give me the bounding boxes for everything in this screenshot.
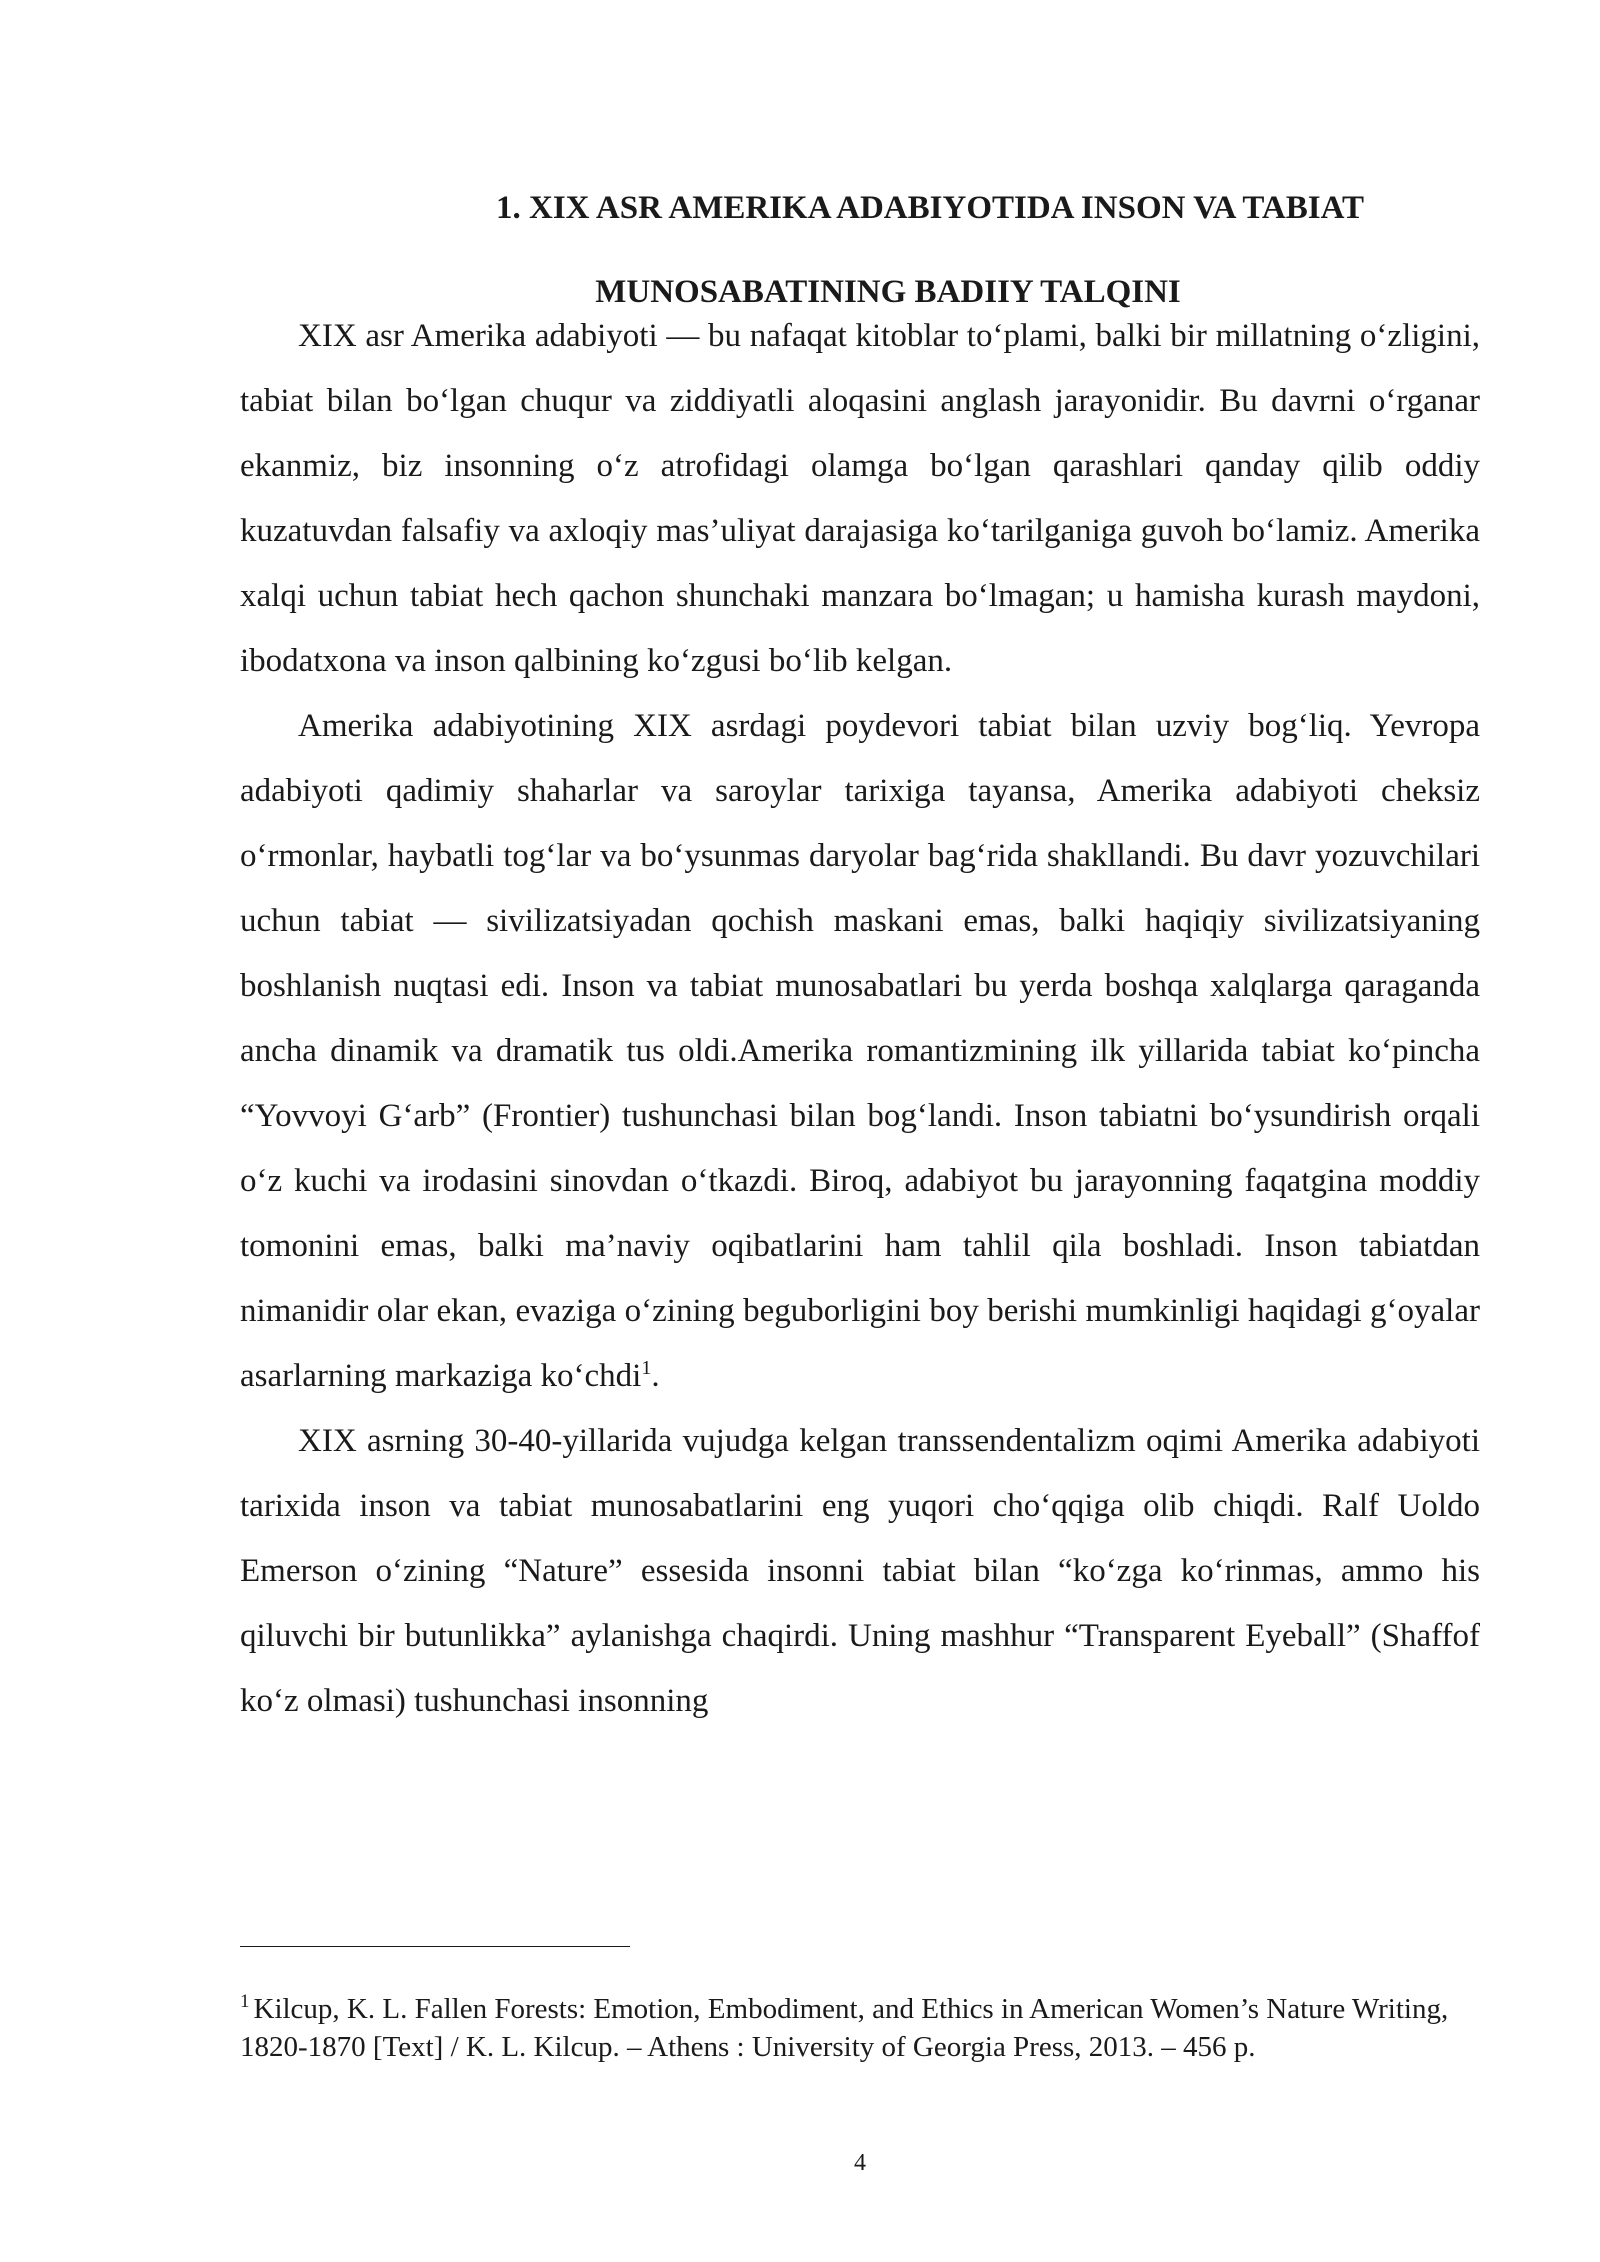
footnote-marker: 1 — [240, 1991, 250, 2013]
page-number: 4 — [854, 2150, 866, 2176]
paragraph-1: XIX asr Amerika adabiyoti — bu nafaqat kitoblar to‘plami, balki bir millatning o‘zligini, tabiat bilan bo‘lgan chuqur va ziddiyatli aloqasini anglash jarayonidir. Bu davrni o‘rganar ekanmiz, biz insonning o‘z atrofidagi olamga bo‘lgan qarashlari qanday qilib oddiy kuzatuvdan falsafiy va axloqiy mas’uliyat darajasiga ko‘tarilganiga guvoh bo‘lamiz. Amerika xalqi uchun tabiat hech qachon shunchaki manzara bo‘lmagan; u hamisha kurash maydoni, ibodatxona va inson qalbining ko‘zgusi bo‘lib kelgan. — [240, 318, 1480, 679]
footnote-separator — [240, 1946, 630, 1947]
footnote-reference[interactable]: 1 — [641, 1357, 652, 1379]
heading-line-1: 1. XIX ASR AMERIKA ADABIYOTIDA INSON VA TABIAT — [495, 190, 1364, 226]
footnote — [240, 1990, 1480, 2066]
document-page — [240, 0, 1480, 2262]
footnote-text: Kilcup, K. L. Fallen Forests: Emotion, Embodiment, and Ethics in American Women’s Nature Writing, 1820-1870 [Text] / K. L. Kilcup. – Athens : University of Georgia Press, 2013. – 456 p. — [240, 1993, 1449, 2063]
chapter-heading — [240, 0, 1480, 334]
paragraph-2-end: . — [651, 1358, 660, 1394]
paragraph-3: XIX asrning 30-40-yillarida vujudga kelgan transsendentalizm oqimi Amerika adabiyoti tarixida inson va tabiat munosabatlarini eng yuqori cho‘qqiga olib chiqdi. Ralf Uoldo Emerson o‘zining “Nature” essesida insonni tabiat bilan “ko‘zga ko‘rinmas, ammo his qiluvchi bir butunlikka” aylanishga chaqirdi. Uning mashhur “Transparent Eyeball” (Shaffof ko‘z olmasi) tushunchasi insonning — [240, 1423, 1480, 1719]
paragraph-2 — [240, 694, 1480, 1409]
paragraph-2-text: Amerika adabiyotining XIX asrdagi poydevori tabiat bilan uzviy bog‘liq. Yevropa adabiyoti qadimiy shaharlar va saroylar tarixiga tayansa, Amerika adabiyoti cheksiz o‘rmonlar, haybatli tog‘lar va bo‘ysunmas daryolar bag‘rida shakllandi. Bu davr yozuvchilari uchun tabiat — sivilizatsiyadan qochish maskani emas, balki haqiqiy sivilizatsiyaning boshlanish nuqtasi edi. Inson va tabiat munosabatlari bu yerda boshqa xalqlarga qaraganda ancha dinamik va dramatik tus oldi.Amerika romantizmining ilk yillarida tabiat ko‘pincha “Yovvoyi G‘arb” (Frontier) tushunchasi bilan bog‘landi. Inson tabiatni bo‘ysundirish orqali o‘z kuchi va irodasini sinovdan o‘tkazdi. Biroq, adabiyot bu jarayonning faqatgina moddiy tomonini emas, balki ma’naviy oqibatlarini ham tahlil qila boshladi. Inson tabiatdan nimanidir olar ekan, evaziga o‘zining beguborligini boy berishi mumkinligi haqidagi g‘oyalar asarlarning markaziga ko‘chdi — [240, 708, 1480, 1394]
heading-line-2: MUNOSABATINING BADIIY TALQINI — [595, 274, 1181, 310]
